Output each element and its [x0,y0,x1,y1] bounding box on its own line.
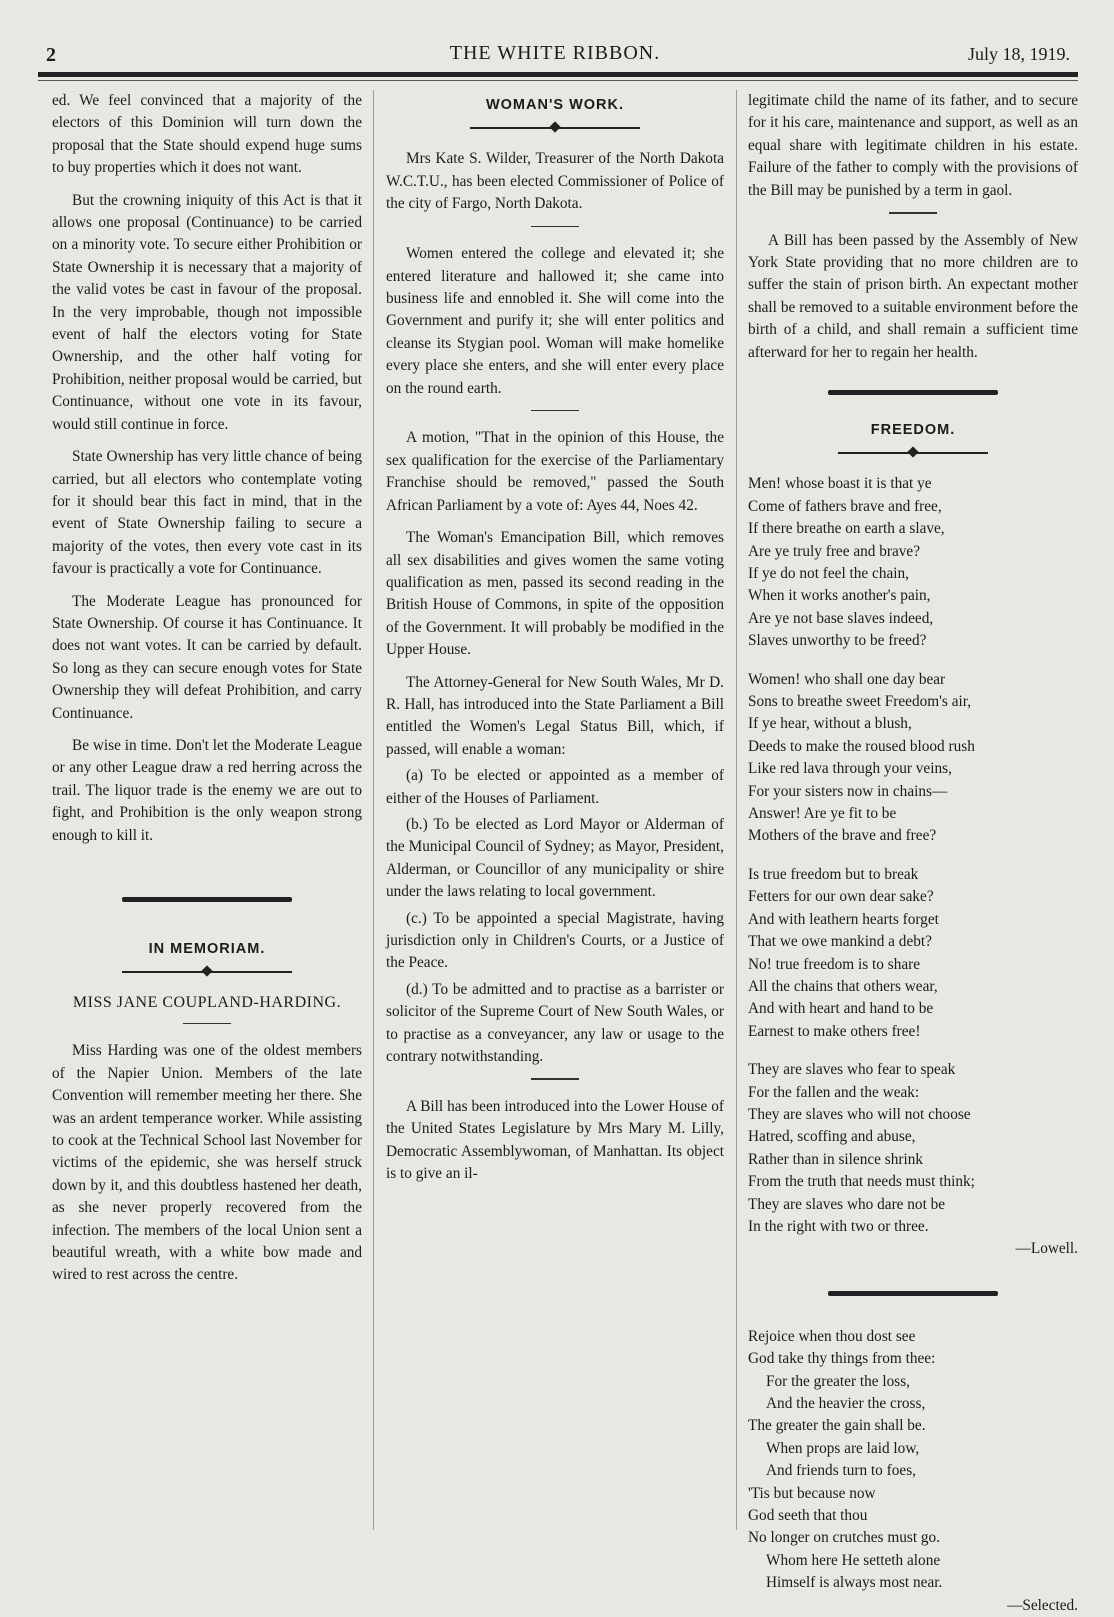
bill-clause: (a) To be elected or appointed as a member of either of the Houses of Parliament. [386,767,724,807]
poem-stanza [748,669,1078,848]
news-item: The Attorney-General for New South Wales, Mr D. R. Hall, has introduced into the State Parliament a Bill entitled the Women's Legal Status Bill, which, if passed, will enable a woman: [386,673,724,758]
page-number: 2 [46,44,56,66]
column-left [52,90,362,1297]
ornament-rule [838,447,988,459]
issue-date: July 18, 1919. [967,44,1070,64]
poem-attribution: —Lowell. [1015,1240,1078,1258]
poem-line: Mothers of the brave and free? [748,827,937,845]
poem-line: All the chains that others wear, [748,977,938,995]
bill-clause: (b.) To be elected as Lord Mayor or Alderman of the Municipal Council of Sydney; as Mayor, President, Alderman, or Councillor of any municipality or shire under the laws relating to local government. [386,815,724,901]
short-rule [531,410,579,412]
paragraph: ed. We feel convinced that a majority of the electors of this Dominion will turn down the proposal that the State should expend huge sums to buy properties which it does not want. [52,92,362,177]
short-rule [531,226,579,228]
paragraph: The Moderate League has pronounced for State Ownership. Of course it has Continuance. It does not want votes. It can be carried by default. So long as they can secure enough votes for State Ownership they will defeat Prohibition, and carry Continuance. [52,592,362,722]
poem-stanza [748,864,1078,1043]
short-rule [889,212,937,214]
poem-line: When props are laid low, [766,1439,920,1457]
paragraph: But the crowning iniquity of this Act is that it allows one proposal (Continuance) to be carried on a minority vote. To secure either Prohibition or State Ownership it is necessary that a majority of the valid votes be cast in favour of the proposal. In the very improbable, though not impossible event of half the electors voting for State Ownership, and the other half voting for Prohibition, neither proposal would be carried, but Continuance, without one vote in its favour, would still continue in force. [52,191,362,433]
memoriam-text: Miss Harding was one of the oldest members of the Napier Union. Members of the late Convention will remember meeting her there. She was an ardent temperance worker. While assisting to cook at the Technical School last November for victims of the epidemic, she was herself struck down by it, and this doubtless hastened her death, as she never properly recovered from the infection. The members of the local Union sent a beautiful wreath, with a white bow made and wired to rest across the centre. [52,1042,362,1284]
poem-line: Like red lava through your veins, [748,760,952,778]
section-divider [122,897,292,902]
column-middle [386,90,724,1196]
news-item: Women entered the college and elevated it; she entered literature and hallowed it; she came into business life and ennobled it. She will come into the Government and purify it; she will enter politics and cleanse its Stygian pool. Woman will make homelike every place she enters, and she will enter every place on the round earth. [386,245,724,397]
poem-line: For the fallen and the weak: [748,1083,920,1101]
bill-clause: (d.) To be admitted and to practise as a barrister or solicitor of the Supreme Court of New South Wales, or to practise as a conveyancer, any law or usage to the contrary notwithstanding. [386,980,724,1066]
poem-line: If ye hear, without a blush, [748,715,912,733]
womans-work-heading: WOMAN'S WORK. [485,97,625,113]
poem-line: If ye do not feel the chain, [748,565,909,582]
newspaper-title: THE WHITE RIBBON. [449,42,661,64]
paragraph: Be wise in time. Don't let the Moderate League or any other League draw a red herring across the trail. The liquor trade is the enemy we are out to fight, and Prohibition is the only weapon strong enough to kill it. [52,736,362,844]
poem-line: And with heart and hand to be [748,1000,934,1018]
section-divider [828,390,998,395]
page-header [40,40,1070,70]
news-item: legitimate child the name of its father, and to secure for it his care, maintenance and support, as well as an equal share with legitimate children in his estate. Failure of the father to comply with the provisions of the Bill may be punished by a term in gaol. [748,92,1078,199]
poem-line: Rather than in silence shrink [748,1150,924,1168]
poem-attribution: —Selected. [1007,1596,1078,1614]
poem-line: Slaves unworthy to be freed? [748,632,927,650]
poem-line: And friends turn to foes, [766,1462,916,1480]
poem-line: The greater the gain shall be. [748,1417,926,1435]
poem-line: Whom here He setteth alone [766,1551,941,1569]
ornament-rule [122,966,292,978]
poem-line: Deeds to make the roused blood rush [748,737,975,755]
poem-line: If there breathe on earth a slave, [748,520,945,538]
memoriam-name: MISS JANE COUPLAND-HARDING. [72,994,342,1012]
poem-line: God seeth that thou [748,1507,868,1525]
news-item: A Bill has been passed by the Assembly of New York State providing that no more children are to suffer the stain of prison birth. An expectant mother shall be removed to a suitable environment before the birth of a child, and shall remain a sufficient time afterward for her to regain her health. [748,231,1078,361]
poem-line: And the heavier the cross, [766,1395,926,1412]
poem-line: No longer on crutches must go. [748,1529,941,1547]
poem-line: Himself is always most near. [766,1574,943,1592]
poem-line: For your sisters now in chains— [748,782,948,800]
section-divider [828,1291,998,1296]
poem-line: No! true freedom is to share [748,955,921,973]
paragraph: State Ownership has very little chance of being carried, but all electors who contemplate voting for it should bear this fact in mind, that in the event of State Ownership failing to secure a majority of the votes, then every vote cast in its favour is practically a vote for Continuance. [52,448,362,578]
news-item: A Bill has been introduced into the Lower House of the United States Legislature by Mrs Mary M. Lilly, Democratic Assemblywoman, of Manhattan. Its object is to give an il- [386,1097,724,1183]
poem-line: Is true freedom but to break [748,865,919,883]
news-item: The Woman's Emancipation Bill, which removes all sex disabilities and gives women the same voting qualification as men, passed its second reading in the British House of Commons, in spite of the opposition of the Government. It will probably be modified in the Upper House. [386,529,724,659]
poem-line: They are slaves who fear to speak [748,1061,956,1079]
poem-line: Men! whose boast it is that ye [748,475,932,493]
news-item: Mrs Kate S. Wilder, Treasurer of the North Dakota W.C.T.U., has been elected Commissioner of Police of the city of Fargo, North Dakota. [386,150,724,213]
freedom-heading: FREEDOM. [870,421,956,438]
poem-line: God take thy things from thee: [748,1350,936,1368]
poem-line: In the right with two or three. [748,1217,929,1235]
memoriam-heading: IN MEMORIAM. [148,941,266,957]
poem-line: That we owe mankind a debt? [748,933,932,951]
column-divider [373,90,374,1530]
poem-line: When it works another's pain, [748,587,931,605]
poem-line: Sons to breathe sweet Freedom's air, [748,693,972,711]
short-rule [183,1023,231,1025]
poem-line: Are ye not base slaves indeed, [748,609,934,627]
poem-line: And with leathern hearts forget [748,910,939,928]
poem-line: They are slaves who will not choose [748,1105,971,1123]
poem-rejoice [748,1326,1078,1595]
column-right [748,90,1078,1617]
ornament-rule [470,122,640,134]
news-item: A motion, "That in the opinion of this House, the sex qualification for the exercise of the Parliamentary Franchise should be removed," passed the South African Parliament by a vote of: Ayes 44, Noes 42. [386,429,724,514]
poem-stanza [748,1059,1078,1238]
poem-line: Come of fathers brave and free, [748,497,942,515]
poem-line: For the greater the loss, [766,1372,911,1390]
header-rule [38,72,1078,77]
short-rule [531,1078,579,1080]
poem-line: From the truth that needs must think; [748,1173,975,1191]
column-divider [736,90,737,1530]
poem-line: Earnest to make others free! [748,1022,921,1040]
poem-stanza [748,473,1078,652]
poem-line: They are slaves who dare not be [748,1195,946,1213]
poem-line: Answer! Are ye fit to be [748,805,897,823]
poem-line: Hatred, scoffing and abuse, [748,1128,916,1146]
bill-clause: (c.) To be appointed a special Magistrate, having jurisdiction only in Children's Courts, or a Justice of the Peace. [386,909,724,972]
poem-line: Fetters for our own dear sake? [748,888,934,906]
poem-line: Rejoice when thou dost see [748,1327,916,1345]
poem-line: 'Tis but because now [748,1484,876,1502]
poem-line: Are ye truly free and brave? [748,542,920,560]
header-rule-thin [38,80,1078,81]
poem-line: Women! who shall one day bear [748,670,946,688]
